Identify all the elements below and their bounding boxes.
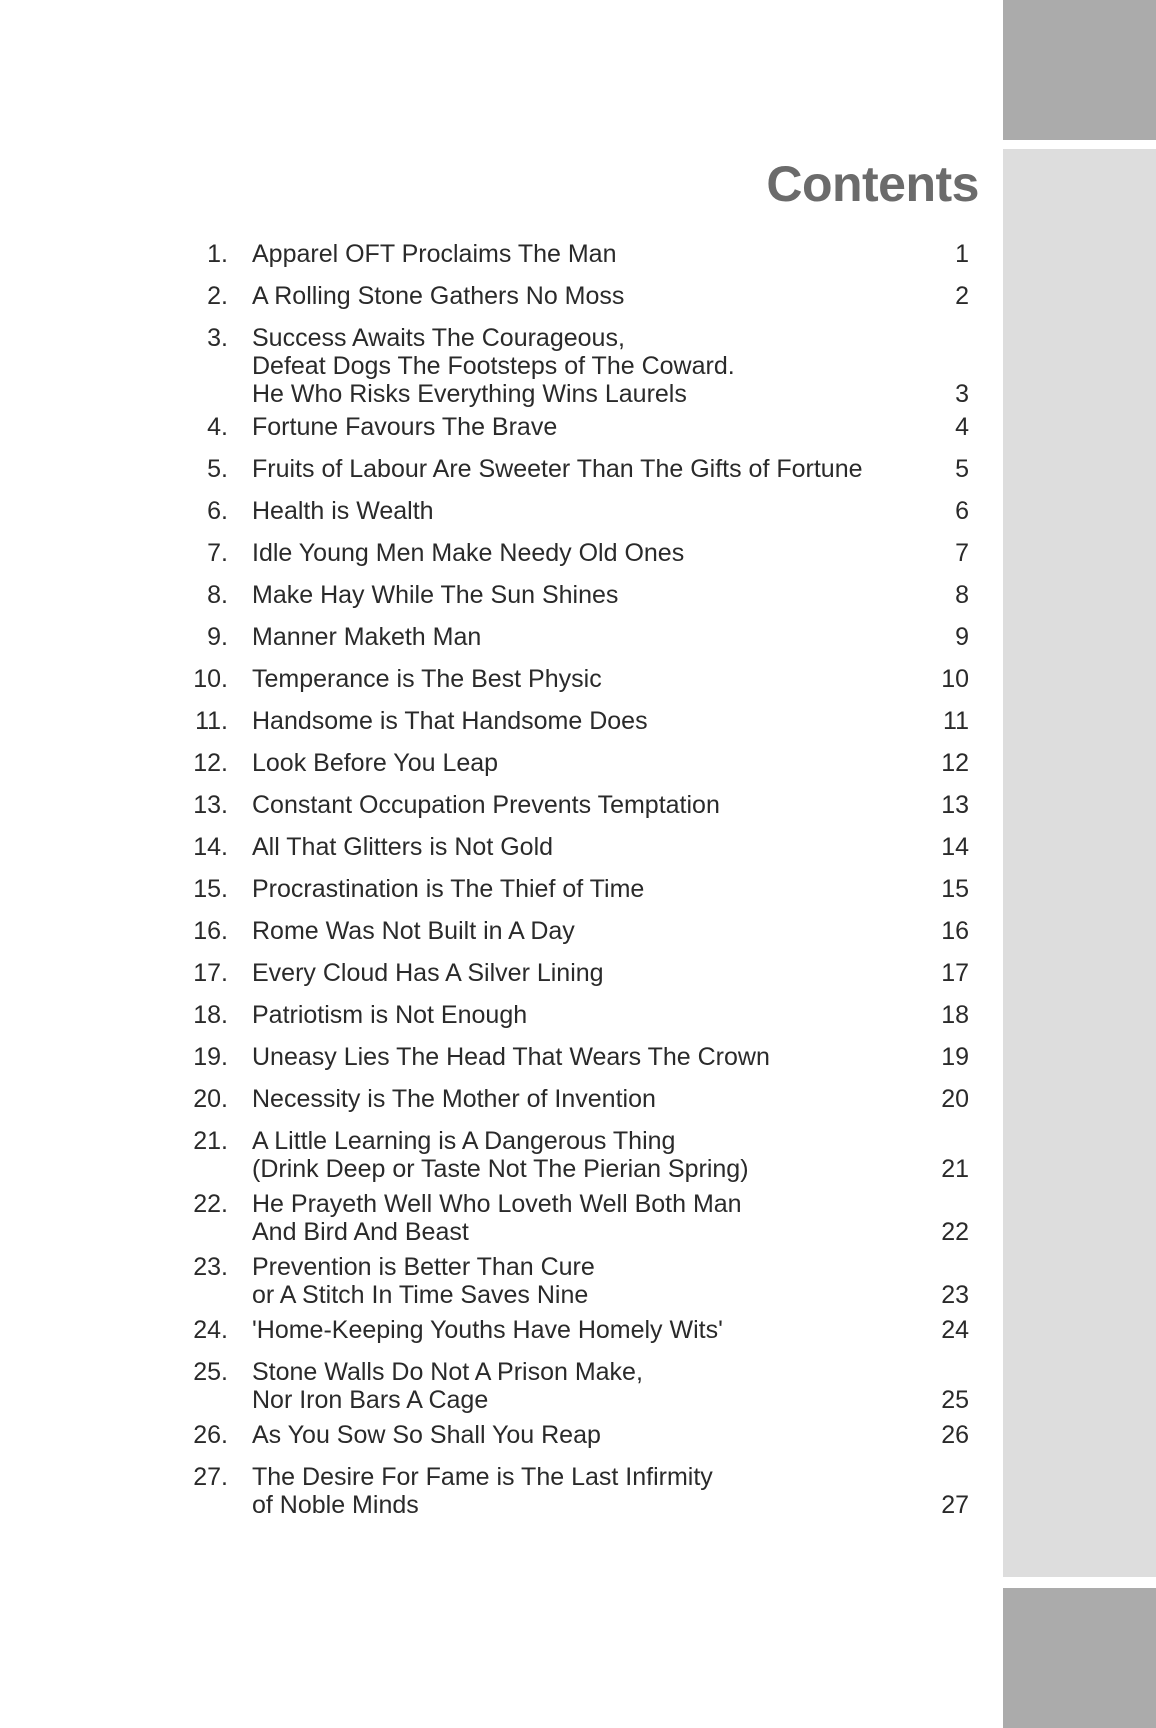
entry-title bbox=[252, 1253, 912, 1309]
entry-title-line: Success Awaits The Courageous, bbox=[252, 324, 625, 352]
toc-entry bbox=[0, 959, 1003, 987]
toc-entry bbox=[0, 455, 1003, 483]
edge-tab-middle bbox=[1003, 149, 1156, 1577]
entry-number: 24. bbox=[193, 1316, 228, 1344]
entry-title bbox=[252, 833, 912, 861]
entry-page-number: 14 bbox=[941, 833, 969, 861]
entry-page-number: 21 bbox=[941, 1155, 969, 1183]
entry-title-line: Constant Occupation Prevents Temptation bbox=[252, 791, 720, 819]
entry-title-line: Handsome is That Handsome Does bbox=[252, 707, 648, 735]
entry-number: 3. bbox=[207, 324, 228, 352]
entry-page-number: 16 bbox=[941, 917, 969, 945]
entry-page-number: 15 bbox=[941, 875, 969, 903]
entry-title-line: And Bird And Beast bbox=[252, 1218, 469, 1246]
entry-title-line: Manner Maketh Man bbox=[252, 623, 482, 651]
entry-title-line: Procrastination is The Thief of Time bbox=[252, 875, 645, 903]
entry-page-number: 27 bbox=[941, 1491, 969, 1519]
entry-page-number: 9 bbox=[955, 623, 969, 651]
entry-title-line: A Rolling Stone Gathers No Moss bbox=[252, 282, 625, 310]
entry-number: 1. bbox=[207, 240, 228, 268]
entry-page-number: 22 bbox=[941, 1218, 969, 1246]
edge-tab-bottom bbox=[1003, 1588, 1156, 1728]
entry-title-line: Stone Walls Do Not A Prison Make, bbox=[252, 1358, 643, 1386]
entry-number: 27. bbox=[193, 1463, 228, 1491]
entry-title bbox=[252, 707, 912, 735]
entry-title bbox=[252, 665, 912, 693]
toc-entry bbox=[0, 324, 1003, 408]
toc-entry bbox=[0, 413, 1003, 441]
entry-title-line: (Drink Deep or Taste Not The Pierian Spring) bbox=[252, 1155, 749, 1183]
toc-entry bbox=[0, 1316, 1003, 1344]
entry-title bbox=[252, 497, 912, 525]
entry-title-line: He Who Risks Everything Wins Laurels bbox=[252, 380, 687, 408]
entry-title-line: Idle Young Men Make Needy Old Ones bbox=[252, 539, 685, 567]
entry-number: 21. bbox=[193, 1127, 228, 1155]
entry-title-line: He Prayeth Well Who Loveth Well Both Man bbox=[252, 1190, 742, 1218]
toc-entry bbox=[0, 1127, 1003, 1183]
entry-page-number: 11 bbox=[943, 707, 969, 735]
entry-page-number: 13 bbox=[941, 791, 969, 819]
entry-number: 22. bbox=[193, 1190, 228, 1218]
entry-page-number: 25 bbox=[941, 1386, 969, 1414]
entry-page-number: 5 bbox=[955, 455, 969, 483]
entry-number: 14. bbox=[193, 833, 228, 861]
entry-number: 19. bbox=[193, 1043, 228, 1071]
toc-entry bbox=[0, 1358, 1003, 1414]
entry-number: 6. bbox=[207, 497, 228, 525]
entry-title bbox=[252, 791, 912, 819]
entry-title-line: Look Before You Leap bbox=[252, 749, 499, 777]
toc-entry bbox=[0, 1463, 1003, 1519]
toc-entry bbox=[0, 539, 1003, 567]
entry-title-line: All That Glitters is Not Gold bbox=[252, 833, 554, 861]
toc-entry bbox=[0, 833, 1003, 861]
entry-title bbox=[252, 240, 912, 268]
entry-title-line: Health is Wealth bbox=[252, 497, 434, 525]
entry-title-line: Temperance is The Best Physic bbox=[252, 665, 602, 693]
entry-title-line: Fortune Favours The Brave bbox=[252, 413, 558, 441]
entry-page-number: 17 bbox=[941, 959, 969, 987]
entry-page-number: 3 bbox=[955, 380, 969, 408]
page-title: Contents bbox=[766, 156, 979, 212]
entry-title-line: Nor Iron Bars A Cage bbox=[252, 1386, 489, 1414]
entry-title bbox=[252, 749, 912, 777]
toc-entry bbox=[0, 1085, 1003, 1113]
entry-title-line: Uneasy Lies The Head That Wears The Crown bbox=[252, 1043, 770, 1071]
entry-title bbox=[252, 282, 912, 310]
entry-title-line: Patriotism is Not Enough bbox=[252, 1001, 528, 1029]
entry-title bbox=[252, 875, 912, 903]
entry-title bbox=[252, 1421, 912, 1449]
entry-number: 9. bbox=[207, 623, 228, 651]
entry-title-line: Prevention is Better Than Cure bbox=[252, 1253, 595, 1281]
entry-number: 25. bbox=[193, 1358, 228, 1386]
entry-title-line: of Noble Minds bbox=[252, 1491, 419, 1519]
toc-entry bbox=[0, 665, 1003, 693]
toc-entry bbox=[0, 1190, 1003, 1246]
entry-title-line: As You Sow So Shall You Reap bbox=[252, 1421, 601, 1449]
toc-entry bbox=[0, 1253, 1003, 1309]
toc-entry bbox=[0, 623, 1003, 651]
entry-number: 5. bbox=[207, 455, 228, 483]
entry-number: 23. bbox=[193, 1253, 228, 1281]
entry-page-number: 12 bbox=[941, 749, 969, 777]
entry-title bbox=[252, 324, 912, 408]
entry-number: 17. bbox=[193, 959, 228, 987]
entry-number: 4. bbox=[207, 413, 228, 441]
entry-page-number: 20 bbox=[941, 1085, 969, 1113]
toc-entry bbox=[0, 1043, 1003, 1071]
entry-page-number: 23 bbox=[941, 1281, 969, 1309]
toc-entry bbox=[0, 875, 1003, 903]
entry-number: 10. bbox=[193, 665, 228, 693]
entry-title bbox=[252, 1001, 912, 1029]
entry-number: 13. bbox=[193, 791, 228, 819]
entry-title-line: Defeat Dogs The Footsteps of The Coward. bbox=[252, 352, 735, 380]
entry-page-number: 8 bbox=[955, 581, 969, 609]
entry-title-line: Rome Was Not Built in A Day bbox=[252, 917, 575, 945]
entry-number: 15. bbox=[193, 875, 228, 903]
entry-number: 12. bbox=[193, 749, 228, 777]
entry-page-number: 7 bbox=[955, 539, 969, 567]
edge-tab-top bbox=[1003, 0, 1156, 140]
entry-title-line: The Desire For Fame is The Last Infirmity bbox=[252, 1463, 713, 1491]
entry-title bbox=[252, 917, 912, 945]
entry-number: 26. bbox=[193, 1421, 228, 1449]
entry-title bbox=[252, 1127, 912, 1183]
entry-page-number: 6 bbox=[955, 497, 969, 525]
entry-page-number: 1 bbox=[955, 240, 969, 268]
entry-title-line: Necessity is The Mother of Invention bbox=[252, 1085, 656, 1113]
entry-title bbox=[252, 539, 912, 567]
entry-number: 16. bbox=[193, 917, 228, 945]
entry-title bbox=[252, 1190, 912, 1246]
toc-entry bbox=[0, 1001, 1003, 1029]
toc-entry bbox=[0, 497, 1003, 525]
entry-number: 11. bbox=[195, 707, 228, 735]
entry-title bbox=[252, 581, 912, 609]
entry-title bbox=[252, 1043, 912, 1071]
toc-entry bbox=[0, 240, 1003, 268]
entry-page-number: 26 bbox=[941, 1421, 969, 1449]
entry-number: 18. bbox=[193, 1001, 228, 1029]
toc-entry bbox=[0, 282, 1003, 310]
toc-entry bbox=[0, 1421, 1003, 1449]
entry-title-line: Every Cloud Has A Silver Lining bbox=[252, 959, 604, 987]
toc-entry bbox=[0, 749, 1003, 777]
entry-title bbox=[252, 1463, 912, 1519]
entry-page-number: 4 bbox=[955, 413, 969, 441]
entry-title bbox=[252, 1358, 912, 1414]
entry-number: 20. bbox=[193, 1085, 228, 1113]
entry-title bbox=[252, 1316, 912, 1344]
entry-number: 2. bbox=[207, 282, 228, 310]
toc-entry bbox=[0, 581, 1003, 609]
entry-page-number: 18 bbox=[941, 1001, 969, 1029]
entry-number: 7. bbox=[207, 539, 228, 567]
entry-title bbox=[252, 623, 912, 651]
entry-number: 8. bbox=[207, 581, 228, 609]
entry-title bbox=[252, 455, 912, 483]
entry-title-line: A Little Learning is A Dangerous Thing bbox=[252, 1127, 676, 1155]
entry-title-line: Apparel OFT Proclaims The Man bbox=[252, 240, 617, 268]
entry-title-line: Make Hay While The Sun Shines bbox=[252, 581, 619, 609]
entry-title bbox=[252, 1085, 912, 1113]
entry-page-number: 19 bbox=[941, 1043, 969, 1071]
entry-title-line: 'Home-Keeping Youths Have Homely Wits' bbox=[252, 1316, 723, 1344]
toc-entry bbox=[0, 791, 1003, 819]
entry-title bbox=[252, 959, 912, 987]
entry-page-number: 10 bbox=[941, 665, 969, 693]
entry-page-number: 24 bbox=[941, 1316, 969, 1344]
toc-entry bbox=[0, 917, 1003, 945]
toc-entry bbox=[0, 707, 1003, 735]
entry-page-number: 2 bbox=[955, 282, 969, 310]
entry-title bbox=[252, 413, 912, 441]
entry-title-line: or A Stitch In Time Saves Nine bbox=[252, 1281, 589, 1309]
entry-title-line: Fruits of Labour Are Sweeter Than The Gifts of Fortune bbox=[252, 455, 863, 483]
